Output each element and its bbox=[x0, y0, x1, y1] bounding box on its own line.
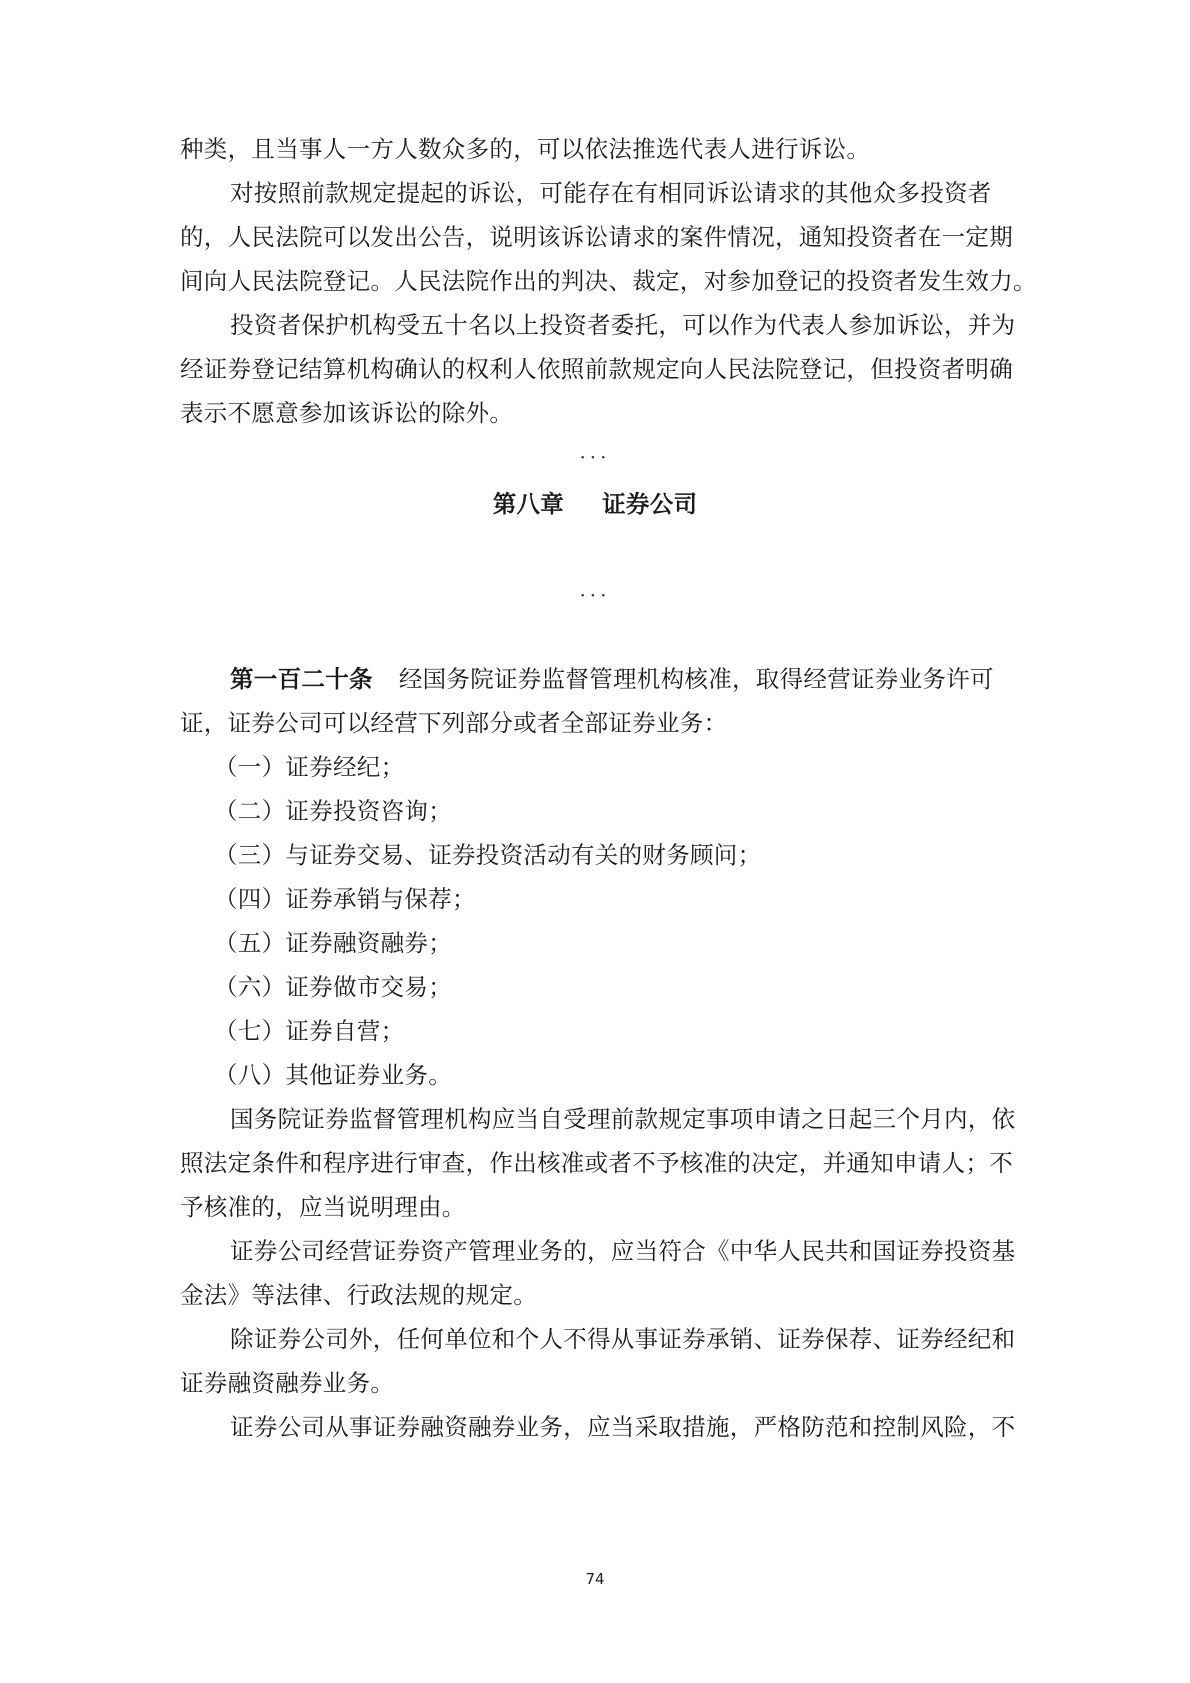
paragraph-line: 除证券公司外，任何单位和个人不得从事证券承销、证券保荐、证券经纪和 bbox=[230, 1325, 1016, 1353]
list-item: （三）与证券交易、证券投资活动有关的财务顾问； bbox=[214, 841, 762, 869]
omission-ellipsis: ··· bbox=[579, 583, 611, 607]
omission-ellipsis: ··· bbox=[579, 445, 611, 469]
list-item: （五）证券融资融券； bbox=[214, 929, 452, 957]
paragraph-line: 的，人民法院可以发出公告，说明该诉讼请求的案件情况，通知投资者在一定期 bbox=[180, 223, 1013, 251]
paragraph-line: 证券公司经营证券资产管理业务的，应当符合《中华人民共和国证券投资基 bbox=[230, 1237, 1016, 1265]
paragraph-line: 证券公司从事证券融资融券业务，应当采取措施，严格防范和控制风险，不 bbox=[230, 1413, 1016, 1441]
article-label: 第一百二十条 bbox=[230, 665, 373, 693]
list-item: （八）其他证券业务。 bbox=[214, 1061, 452, 1089]
paragraph-line: 表示不愿意参加该诉讼的除外。 bbox=[180, 399, 514, 427]
paragraph-line: 投资者保护机构受五十名以上投资者委托，可以作为代表人参加诉讼，并为 bbox=[230, 311, 1016, 339]
article-text: 经国务院证券监督管理机构核准，取得经营证券业务许可 bbox=[398, 665, 994, 693]
list-item: （四）证券承销与保荐； bbox=[214, 885, 476, 913]
list-item: （二）证券投资咨询； bbox=[214, 797, 452, 825]
paragraph-line: 证券融资融券业务。 bbox=[180, 1369, 395, 1397]
paragraph-line: 国务院证券监督管理机构应当自受理前款规定事项申请之日起三个月内，依 bbox=[230, 1105, 1016, 1133]
list-item: （六）证券做市交易； bbox=[214, 973, 452, 1001]
chapter-title: 证券公司 bbox=[602, 490, 698, 518]
list-item: （一）证券经纪； bbox=[214, 753, 405, 781]
paragraph-line: 对按照前款规定提起的诉讼，可能存在有相同诉讼请求的其他众多投资者 bbox=[230, 179, 992, 207]
paragraph-line: 照法定条件和程序进行审查，作出核准或者不予核准的决定，并通知申请人；不 bbox=[180, 1149, 1013, 1177]
paragraph-line: 予核准的，应当说明理由。 bbox=[180, 1193, 466, 1221]
article-second-line: 证，证券公司可以经营下列部分或者全部证券业务： bbox=[180, 709, 728, 737]
paragraph-line: 种类，且当事人一方人数众多的，可以依法推选代表人进行诉讼。 bbox=[180, 135, 871, 163]
paragraph-line: 经证券登记结算机构确认的权利人依照前款规定向人民法院登记，但投资者明确 bbox=[180, 355, 1013, 383]
paragraph-line: 金法》等法律、行政法规的规定。 bbox=[180, 1281, 537, 1309]
article-first-line bbox=[230, 664, 1015, 694]
list-item: （七）证券自营； bbox=[214, 1017, 405, 1045]
page-number: 74 bbox=[585, 1570, 605, 1588]
chapter-heading bbox=[0, 489, 1190, 519]
chapter-number: 第八章 bbox=[492, 490, 565, 518]
paragraph-line: 间向人民法院登记。人民法院作出的判决、裁定，对参加登记的投资者发生效力。 bbox=[180, 267, 1037, 295]
